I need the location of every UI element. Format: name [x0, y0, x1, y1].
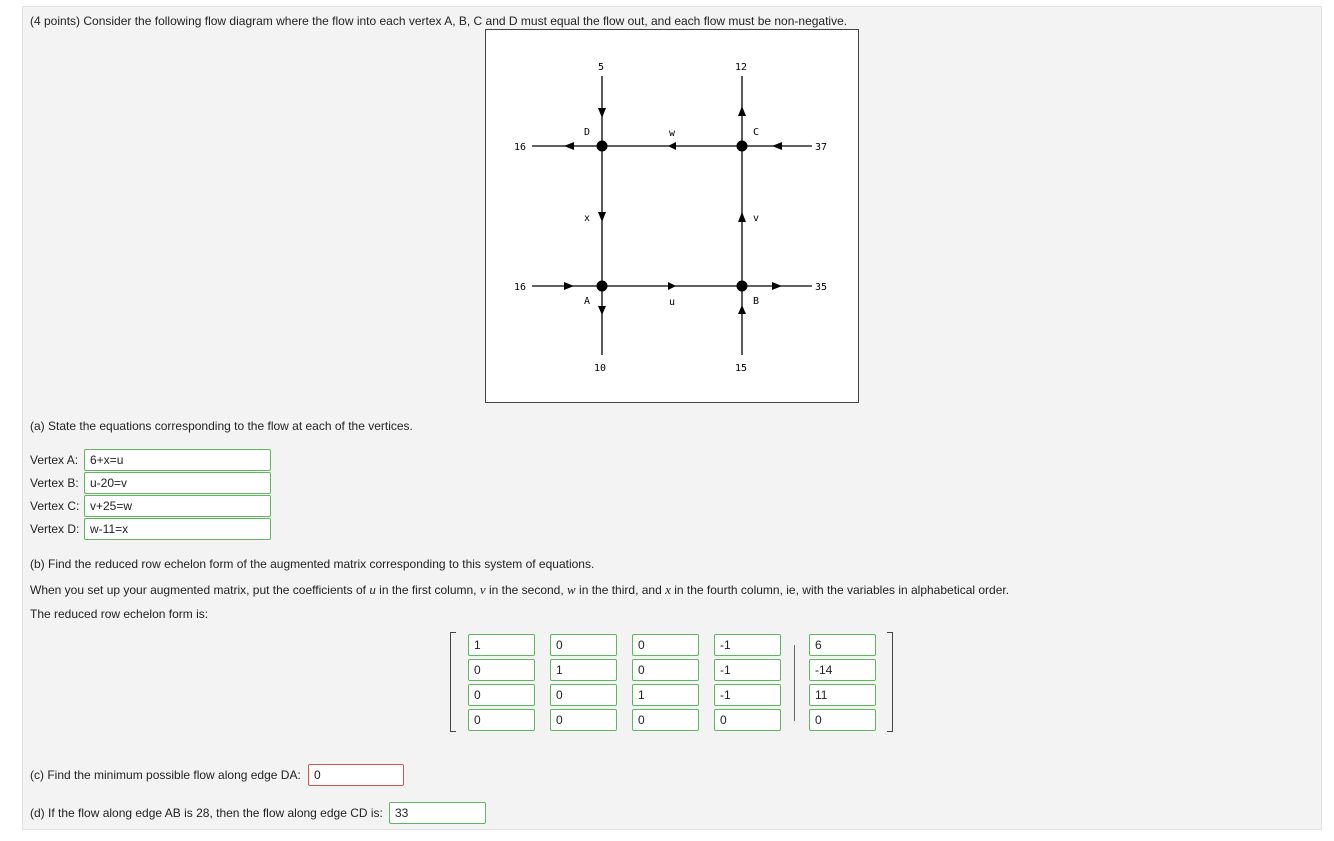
vertex-a-equation-input[interactable]: 6+x=u	[84, 449, 271, 471]
matrix-left-bracket	[450, 632, 456, 732]
arrow-out-c-top	[738, 106, 746, 116]
flow-cd-input[interactable]: 33	[389, 802, 486, 824]
matrix-cell-r4-c3[interactable]: 0	[632, 709, 699, 731]
vertex-d-equation-input[interactable]: w-11=x	[84, 518, 271, 540]
instr-text-4: in the third, and	[575, 583, 666, 597]
matrix-cell-r3-c5[interactable]: 11	[809, 684, 876, 706]
instr-text-5: in the fourth column, ie, with the variables in alphabetical order.	[670, 583, 1010, 597]
flow-bottom-b: 15	[735, 363, 748, 374]
vertex-d-label: Vertex D:	[30, 522, 80, 536]
matrix-cell-r3-c1[interactable]: 0	[468, 684, 535, 706]
matrix-right-bracket	[887, 632, 893, 732]
arrow-out-d-left	[564, 142, 574, 150]
vertex-d-node	[597, 141, 608, 152]
matrix-cell-r3-c3[interactable]: 1	[632, 684, 699, 706]
arrow-edge-v	[738, 212, 746, 222]
var-w: w	[567, 582, 576, 597]
arrow-edge-x	[598, 212, 606, 222]
arrow-into-d-top	[598, 108, 606, 118]
vertex-a-node	[597, 281, 608, 292]
arrow-into-b-bottom	[738, 305, 746, 314]
flow-left-a: 16	[514, 282, 527, 293]
flow-left-d: 16	[514, 142, 527, 153]
flow-right-c: 37	[815, 142, 828, 153]
matrix-cell-r4-c1[interactable]: 0	[468, 709, 535, 731]
var-v: v	[479, 582, 486, 597]
vertex-a-label: Vertex A:	[30, 453, 79, 467]
flow-diagram-svg	[486, 30, 858, 402]
edge-label-x: x	[584, 213, 591, 224]
vertex-b-equation-input[interactable]: u-20=v	[84, 472, 271, 494]
matrix-cell-r3-c2[interactable]: 0	[550, 684, 617, 706]
vertex-c-label: Vertex C:	[30, 499, 80, 513]
edge-label-w: w	[669, 128, 676, 139]
flow-top-c: 12	[735, 62, 748, 73]
matrix-cell-r1-c2[interactable]: 0	[550, 634, 617, 656]
flow-top-d: 5	[598, 62, 605, 73]
vertex-label-a: A	[584, 296, 591, 307]
matrix-cell-r2-c5[interactable]: -14	[809, 659, 876, 681]
augmented-divider	[794, 645, 795, 721]
edge-label-v: v	[753, 213, 760, 224]
problem-intro: (4 points) Consider the following flow diagram where the flow into each vertex A, B, C and D must equal the flow out, and each flow must be non-negative.	[30, 14, 848, 28]
arrow-out-b-right	[772, 282, 782, 290]
vertex-b-node	[737, 281, 748, 292]
arrow-edge-u	[668, 282, 676, 290]
rref-label: The reduced row echelon form is:	[30, 607, 209, 621]
matrix-cell-r1-c1[interactable]: 1	[468, 634, 535, 656]
arrow-into-c-right	[772, 142, 782, 150]
matrix-cell-r4-c4[interactable]: 0	[714, 709, 781, 731]
part-c-prompt: (c) Find the minimum possible flow along edge DA:	[30, 768, 301, 782]
matrix-cell-r4-c2[interactable]: 0	[550, 709, 617, 731]
matrix-cell-r3-c4[interactable]: -1	[714, 684, 781, 706]
matrix-cell-r2-c4[interactable]: -1	[714, 659, 781, 681]
var-x: x	[665, 582, 671, 597]
arrow-into-a-left	[564, 282, 574, 290]
vertex-c-node	[737, 141, 748, 152]
arrow-edge-w	[668, 142, 676, 150]
instr-text-1: When you set up your augmented matrix, put the coefficients of	[30, 583, 370, 597]
matrix-cell-r2-c3[interactable]: 0	[632, 659, 699, 681]
matrix-cell-r1-c5[interactable]: 6	[809, 634, 876, 656]
edge-label-u: u	[669, 297, 676, 308]
vertex-b-label: Vertex B:	[30, 476, 79, 490]
matrix-cell-r2-c2[interactable]: 1	[550, 659, 617, 681]
flow-right-b: 35	[815, 282, 828, 293]
matrix-cell-r1-c3[interactable]: 0	[632, 634, 699, 656]
part-b-prompt: (b) Find the reduced row echelon form of the augmented matrix corresponding to this system of equations.	[30, 557, 595, 571]
matrix-cell-r2-c1[interactable]: 0	[468, 659, 535, 681]
instr-text-2: in the first column,	[375, 583, 480, 597]
arrow-out-a-bottom	[598, 306, 606, 315]
part-b-instructions	[30, 582, 1009, 598]
flow-diagram	[485, 29, 859, 403]
vertex-label-b: B	[753, 296, 760, 307]
instr-text-3: in the second,	[485, 583, 568, 597]
vertex-label-d: D	[584, 127, 591, 138]
min-flow-da-input[interactable]: 0	[308, 764, 404, 786]
matrix-cell-r4-c5[interactable]: 0	[809, 709, 876, 731]
vertex-c-equation-input[interactable]: v+25=w	[84, 495, 271, 517]
part-a-prompt: (a) State the equations corresponding to the flow at each of the vertices.	[30, 419, 413, 433]
var-u: u	[369, 582, 376, 597]
part-d-prompt: (d) If the flow along edge AB is 28, then the flow along edge CD is:	[30, 806, 383, 820]
vertex-label-c: C	[753, 127, 760, 138]
flow-bottom-a: 10	[594, 363, 607, 374]
matrix-cell-r1-c4[interactable]: -1	[714, 634, 781, 656]
